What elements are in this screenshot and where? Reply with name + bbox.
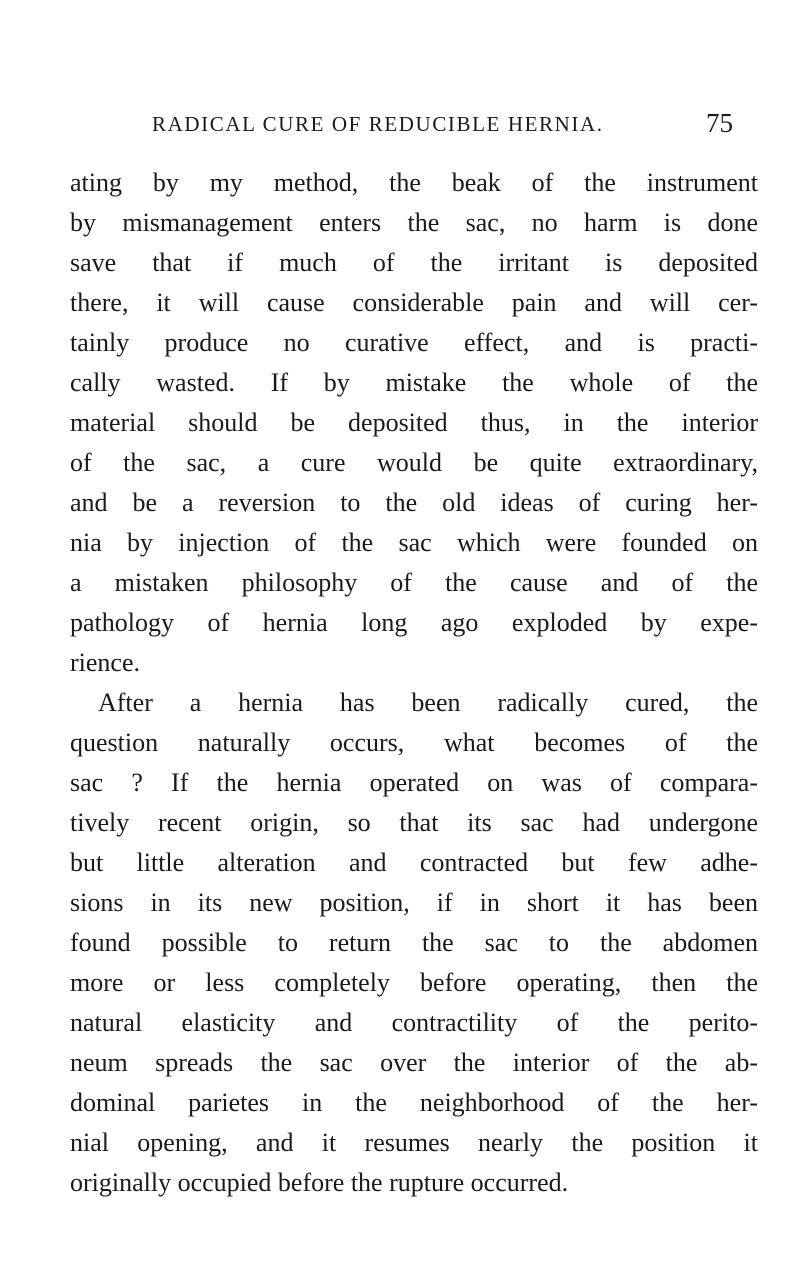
text-line: question naturally occurs, what becomes of the [70, 728, 758, 757]
text-line-paragraph-end: originally occupied before the rupture occurred. [70, 1168, 569, 1197]
text-line: dominal parietes in the neighborhood of the her- [70, 1088, 758, 1117]
text-line: a mistaken philosophy of the cause and of the [70, 568, 758, 597]
text-line: nial opening, and it resumes nearly the position it [70, 1128, 758, 1157]
text-line-paragraph-end: rience. [70, 648, 141, 677]
text-line: save that if much of the irritant is deposited [70, 248, 758, 277]
text-line: there, it will cause considerable pain and will cer- [70, 288, 758, 317]
text-line: more or less completely before operating, then the [70, 968, 758, 997]
text-line: tively recent origin, so that its sac had undergone [70, 808, 758, 837]
text-line: by mismanagement enters the sac, no harm is done [70, 208, 758, 237]
text-line: neum spreads the sac over the interior of the ab- [70, 1048, 758, 1077]
text-line: of the sac, a cure would be quite extraordinary, [70, 448, 758, 477]
running-title: RADICAL CURE OF REDUCIBLE HERNIA. [152, 112, 604, 136]
text-line: sions in its new position, if in short it has been [70, 888, 758, 917]
text-line: natural elasticity and contractility of the perito- [70, 1008, 758, 1037]
running-head [0, 108, 800, 148]
text-line: found possible to return the sac to the abdomen [70, 928, 758, 957]
text-line: material should be deposited thus, in the interior [70, 408, 758, 437]
text-line-paragraph-start: After a hernia has been radically cured, the [98, 688, 758, 717]
text-line: pathology of hernia long ago exploded by expe- [70, 608, 758, 637]
body-text [70, 163, 758, 1203]
text-line: nia by injection of the sac which were founded on [70, 528, 758, 557]
text-line: tainly produce no curative effect, and is practi- [70, 328, 758, 357]
text-line: but little alteration and contracted but few adhe- [70, 848, 758, 877]
page-number: 75 [706, 108, 733, 138]
text-line: and be a reversion to the old ideas of curing her- [70, 488, 758, 517]
text-line: ating by my method, the beak of the instrument [70, 168, 758, 197]
text-line: cally wasted. If by mistake the whole of the [70, 368, 758, 397]
text-line: sac ? If the hernia operated on was of compara- [70, 768, 758, 797]
